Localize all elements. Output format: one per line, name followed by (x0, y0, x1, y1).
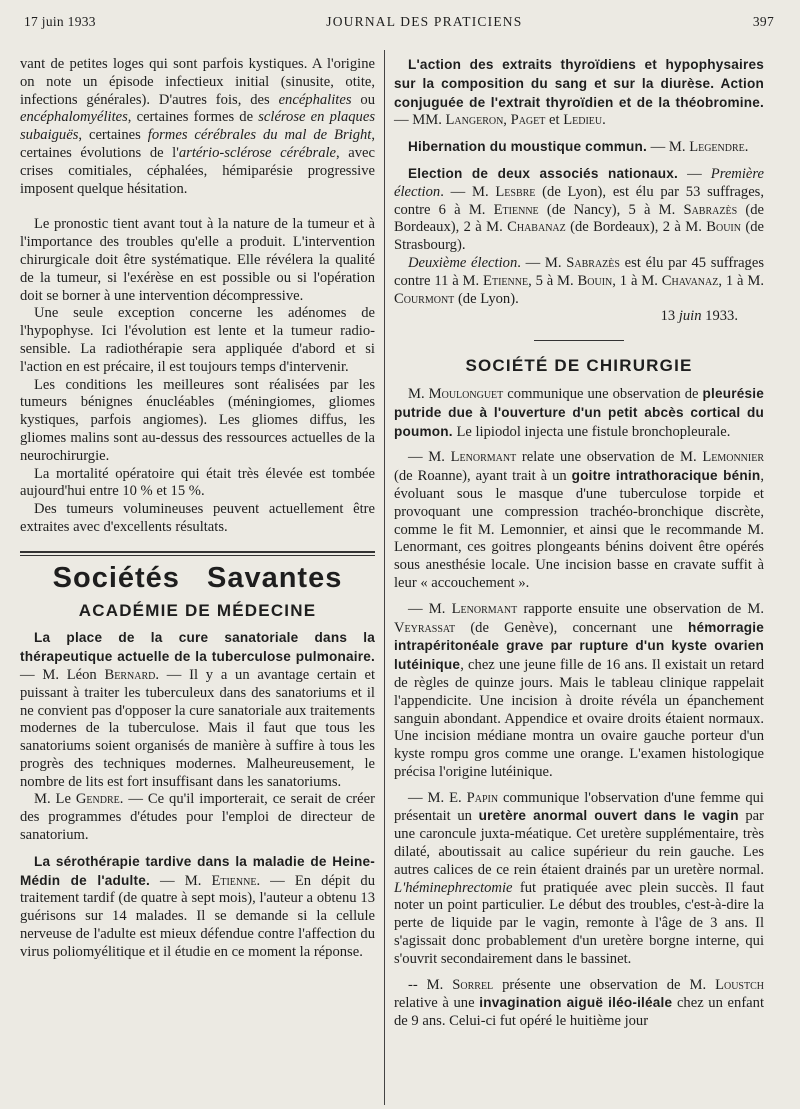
paragraph: La mortalité opératoire qui était très élevée est tombée aujourd'hui entre 10 % et 15 %. (20, 465, 375, 500)
paragraph: Une seule exception concerne les adénomes de l'hypophyse. Ici l'évolution est lente et la tumeur radio-sensible. La radiothérapie sera appliquée d'abord et si l'action en est précaire, il est toujours temps d'intervenir. (20, 305, 375, 375)
communication: Deuxième élection. — M. Sabrazès est élu par 45 suffrages contre 11 à M. Etienne, 5 à M. Bouin, 1 à M. Chavanaz, 1 à M. Courmont (de Lyon). (394, 254, 765, 307)
communication: M. Le Gendre. — Ce qu'il importerait, ce serait de créer des programmes d'études pour l'emploi de directeur de sanatorium. (20, 791, 375, 844)
academie-title: ACADÉMIE DE MÉDECINE (78, 600, 317, 620)
section-rule (534, 340, 624, 341)
communication: Hibernation du moustique commun. — M. Legendre. (408, 139, 749, 156)
paragraph: Les conditions les meilleures sont réalisées par les tumeurs bénignes énucléables (méningiomes, gliomes kystiques, parfois angiomes). Les gliomes diffus, les gliomes malins sont au-dessus des ressources actuelles de la neurochirurgie. (20, 376, 375, 464)
communication: La place de la cure sanatoriale dans la thérapeutique actuelle de la tuberculose pulmonaire. — M. Léon Bernard. — Il y a un avantage certain et puissant à traiter les tuberculeux dans des sanatoriums et il ne convient pas d'opposer la cure sanatoriale aux traitements modernes de la tuberculose. Mais il faut que tous les sanatoriums soient organisés de manière à suffire à tous les progrès des techniques modernes. Malheureusement, le nombre de lits est fort insuffisant dans les sanatoriums. (20, 630, 375, 790)
communication: La sérothérapie tardive dans la maladie de Heine-Médin de l'adulte. — M. Etienne. — En dépit du traitement tardif (de quatre à sept mois), l'auteur a obtenu 13 guérisons sur 14 malades. Il se demande si la cellule nerveuse de l'adulte est mieux défendue contre l'affection du virus poliomyélitique et il étudie en ce moment la réponse. (20, 853, 375, 960)
session-date: 13 juin 1933. (660, 308, 738, 325)
communication: L'action des extraits thyroïdiens et hypophysaires sur la composition du sang et sur la diurèse. Action conjuguée de l'extrait thyroïdien et de la théobromine. — MM. Langeron, Paget et Ledieu. (394, 57, 764, 129)
paragraph: Des tumeurs volumineuses peuvent actuellement être extraites avec d'excellents résultats. (20, 501, 375, 535)
section-rule (20, 551, 375, 556)
column-divider (384, 50, 385, 1105)
communication: -- M. Sorrel présente une observation de M. Loustch relative à une invagination aiguë iléo-iléale chez un enfant de 9 ans. Celui-ci fut opéré le huitième jour (394, 976, 765, 1030)
chirurgie-title: SOCIÉTÉ DE CHIRURGIE (465, 356, 693, 376)
communication: — M. Lenormant relate une observation de M. Lemonnier (de Roanne), ayant trait à un goitre intrathoracique bénin, évoluant sous le masque d'une tuberculose torpide et provoquant une compression trachéo-bronchique discrète, comme le fit M. Lemonnier, et ainsi que le recommande M. Lenormant, ces goitres plongeants bénins doivent être opérés sous anesthésie locale. Une incision basse en cravate suffit à leur « accouchement ». (394, 449, 765, 591)
header-date: 17 juin 1933 (24, 14, 96, 29)
page-number: 397 (752, 14, 774, 29)
communication: — M. E. Papin communique l'observation d'une femme qui présentait un uretère anormal ouvert dans le vagin par une caroncule juxta-méatique. Cet uretère supplémentaire, très dilaté, aboutissait au calice supérieur du rein gauche. Les autres calices de ce rein étaient drainés par un uretère normal. L'héminephrectomie fut pratiquée avec plein succès. Il faut noter un point particulier. Le début des troubles, c'est-à-dire la perte de liquide par le vagin, remonte à l'âge de 3 ans. Il s'agissait donc probablement d'un uretère borgne interne, qui s'ouvrit secondairement dans le bassinet. (394, 789, 765, 967)
communication: M. Moulonguet communique une observation de pleurésie putride due à l'ouverture d'un petit abcès cortical du poumon. Le lipiodol injecta une fistule bronchopleurale. (394, 385, 764, 440)
paragraph: Le pronostic tient avant tout à la nature de la tumeur et à l'importance des troubles qu'elle a produit. L'intervention chirurgicale doit être systématique. Elle révélera la qualité de la tumeur, si l'exérèse en est possible ou si l'opération doit se borner à une intervention décompressive. (20, 216, 375, 304)
journal-title: JOURNAL DES PRATICIENS (326, 14, 523, 29)
right-column (394, 56, 764, 1031)
communication: Election de deux associés nationaux. — Première élection. — M. Lesbre (de Lyon), est élu par 53 suffrages, contre 6 à M. Etienne (de Nancy), 5 à M. Sabrazès (de Bordeaux), 2 à M. Chabanaz (de Bordeaux), 2 à M. Bouin (de Strasbourg). (394, 165, 765, 254)
communication: — M. Lenormant rapporte ensuite une observation de M. Veyrassat (de Genève), concernant une hémorragie intrapéritonéale grave par rupture d'un kyste ovarien lutéinique, chez une jeune fille de 16 ans. Il existait un retard de règles de quinze jours. Mais le tableau clinique rappelait l'appendicite. Une incision à droite révéla un épanchement sanguin abondant. Appendice et ovaire droits étaient normaux. Une incision médiane montra un ovaire gauche porteur d'un kyste rompu gros comme une orange. L'examen histologique précisa l'origine lutéinique. (394, 600, 765, 780)
societes-savantes-title: Sociétés Savantes (52, 561, 343, 594)
page-header (24, 14, 774, 36)
paragraph: vant de petites loges qui sont parfois kystiques. A l'origine on note un épisode infectieux initial (sinusite, otite, infections générales). D'autres fois, des encéphalites ou encéphalomyélites, certaines formes de sclérose en plaques subaiguës, certaines formes cérébrales du mal de Bright, certaines évolutions de l'artério-sclérose cérébrale, avec crises comitiales, céphalées, hémiparésie progressive imposent quelque hésitation. (20, 56, 375, 197)
left-column (20, 56, 375, 962)
